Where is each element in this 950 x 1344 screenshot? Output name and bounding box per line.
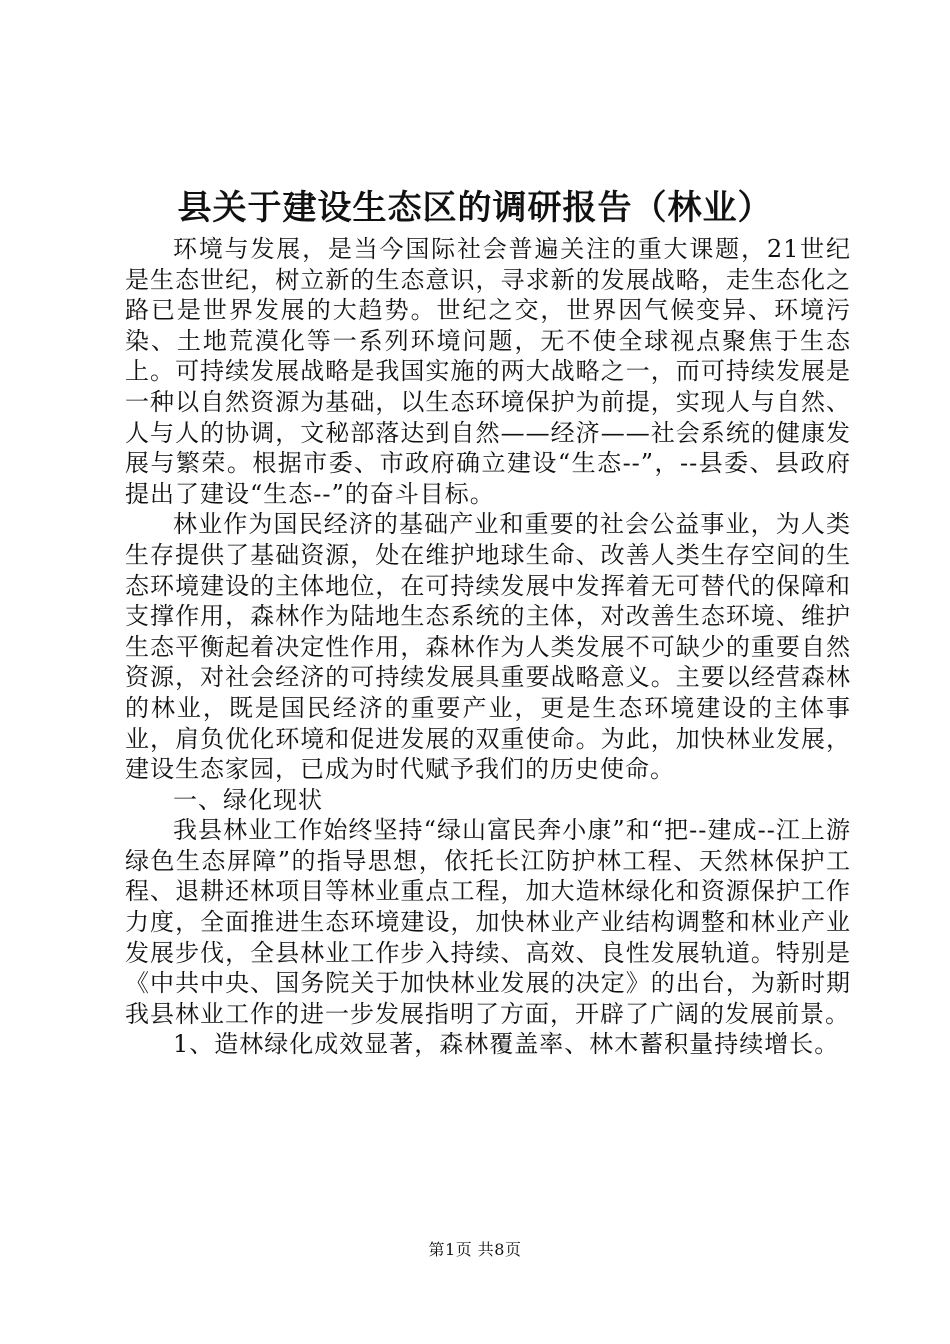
list-item-afforestation: 1、造林绿化成效显著，森林覆盖率、林木蓄积量持续增长。 <box>173 1030 840 1059</box>
paragraph-intro: 环境与发展，是当今国际社会普遍关注的重大课题，21世纪是生态世纪，树立新的生态意识，寻求新的发展战略，走生态化之路已是世界发展的大趋势。世纪之交，世界因气候变异、环境污染、土地荒漠化等一系列环境问题，无不使全球视点聚焦于生态上。可持续发展战略是我国实施的两大战略之一，而可持续发展是一种以自然资源为基础，以生态环境保护为前提，实现人与自然、人与人的协调，文秘部落达到自然——经济——社会系统的健康发展与繁荣。根据市委、市政府确立建设“生态--”，--县委、县政府提出了建设“生态--”的奋斗目标。 <box>125 235 851 508</box>
document-body <box>125 234 851 1060</box>
page-number-footer: 第1页 共8页 <box>428 1240 522 1259</box>
paragraph-forestry-role: 林业作为国民经济的基础产业和重要的社会公益事业，为人类生存提供了基础资源，处在维护地球生命、改善人类生存空间的生态环境建设的主体地位，在可持续发展中发挥着无可替代的保障和支撑作用，森林作为陆地生态系统的主体，对改善生态环境、维护生态平衡起着决定性作用，森林作为人类发展不可缺少的重要自然资源，对社会经济的可持续发展具重要战略意义。主要以经营森林的林业，既是国民经济的重要产业，更是生态环境建设的主体事业，肩负优化环境和促进发展的双重使命。为此，加快林业发展，建设生态家园，已成为时代赋予我们的历史使命。 <box>125 510 851 784</box>
document-title: 县关于建设生态区的调研报告（林业） <box>177 188 773 228</box>
section-heading-greening-status: 一、绿化现状 <box>173 785 323 814</box>
paragraph-county-forestry: 我县林业工作始终坚持“绿山富民奔小康”和“把--建成--江上游绿色生态屏障”的指导思想，依托长江防护林工程、天然林保护工程、退耕还林项目等林业重点工程，加大造林绿化和资源保护工作力度，全面推进生态环境建设，加快林业产业结构调整和林业产业发展步伐，全县林业工作步入持续、高效、良性发展轨道。特别是《中共中央、国务院关于加快林业发展的决定》的出台，为新时期我县林业工作的进一步发展指明了方面，开辟了广阔的发展前景。 <box>125 816 851 1028</box>
